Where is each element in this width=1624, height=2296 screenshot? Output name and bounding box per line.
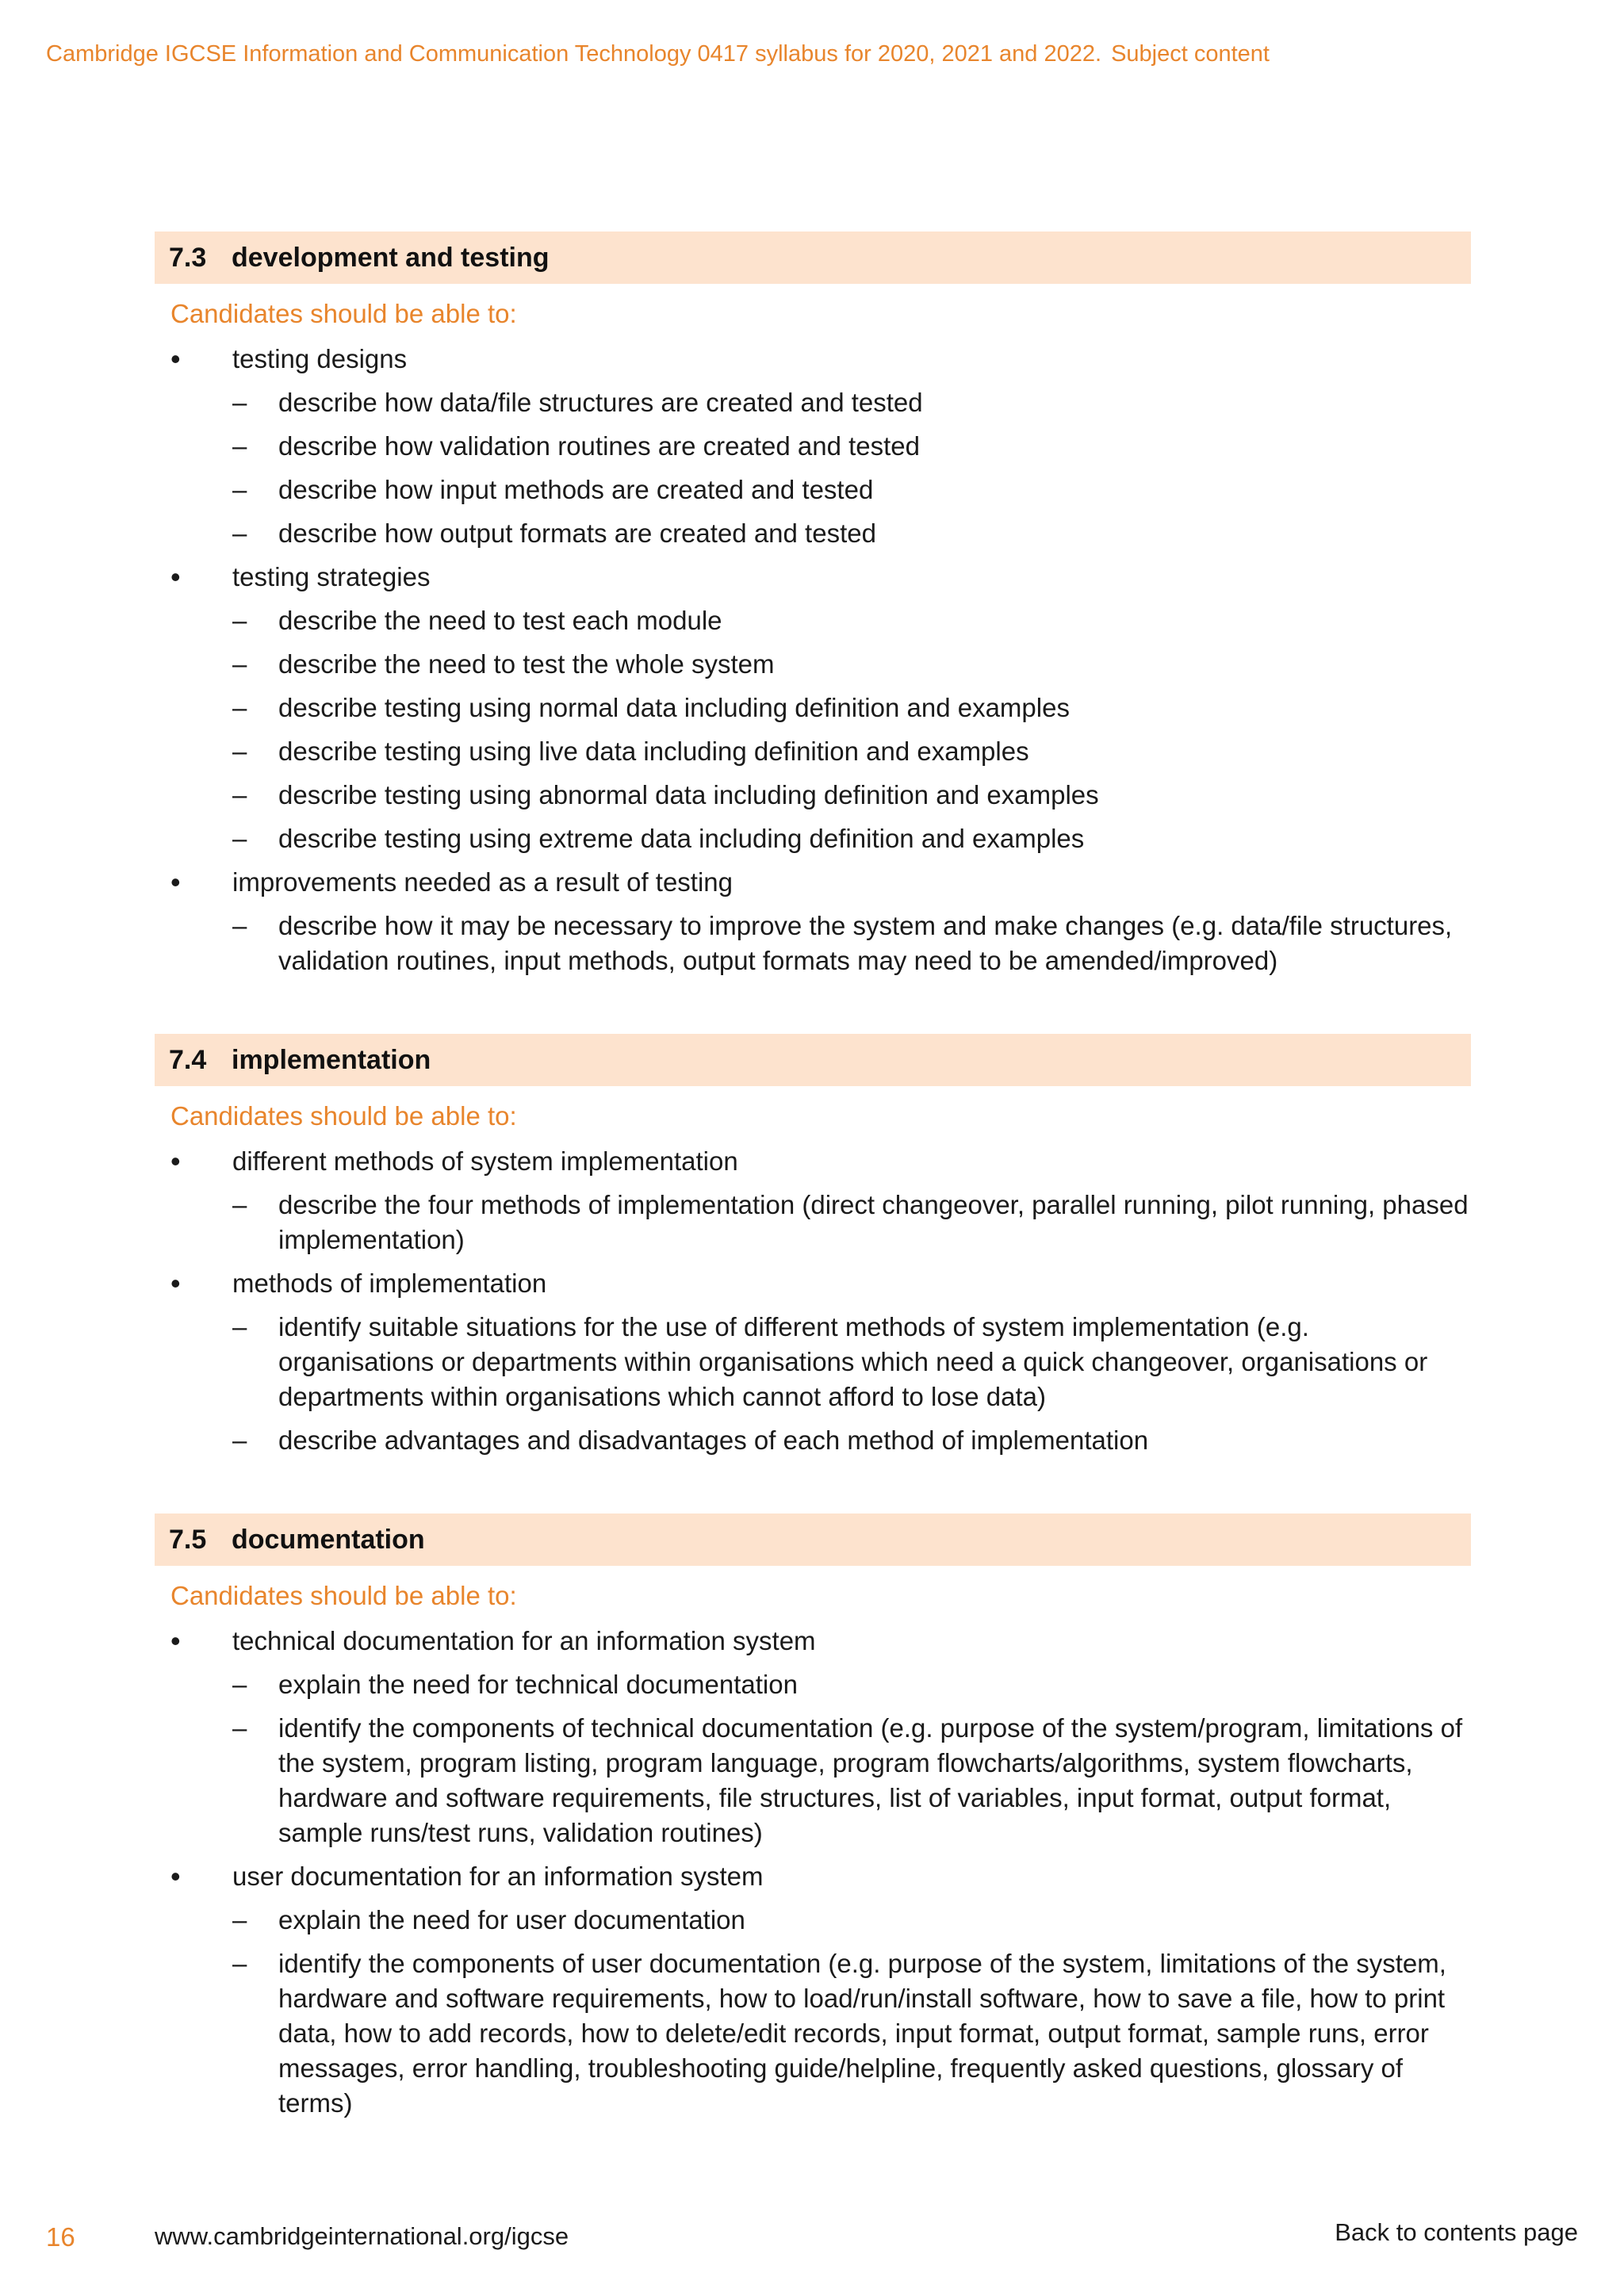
bullet-item <box>155 560 1471 856</box>
sub-text: – describe testing using normal data including definition and examples <box>278 693 1070 722</box>
sub-item <box>232 385 1471 420</box>
bullet-item <box>155 342 1471 551</box>
sub-text: – describe the need to test the whole system <box>278 649 775 679</box>
sub-text: – identify the components of technical documentation (e.g. purpose of the system/program, limitations of the system, program listing, program language, program flowcharts/algorithms, system flowcharts, hardware and software requirements, file structures, list of variables, input format, output format, sample runs/test runs, validation routines) <box>278 1713 1463 1847</box>
sub-item <box>232 1188 1471 1257</box>
sub-item <box>232 778 1471 813</box>
section-7-3 <box>155 232 1471 978</box>
sub-text: – describe testing using extreme data including definition and examples <box>278 824 1085 853</box>
bullet-text: testing strategies <box>232 562 431 591</box>
sub-item <box>232 1711 1471 1850</box>
sub-text: – identify suitable situations for the use of different methods of system implementation (e.g. organisations or departments within organisations which need a quick changeover, organisations or departments within organisations which cannot afford to lose data) <box>278 1312 1428 1411</box>
sub-item <box>232 909 1471 978</box>
sub-list <box>232 1903 1471 2121</box>
sub-list <box>232 909 1471 978</box>
sub-text: – describe testing using abnormal data including definition and examples <box>278 780 1099 809</box>
sub-item <box>232 821 1471 856</box>
bullet-text: methods of implementation <box>232 1269 547 1298</box>
section-7-4 <box>155 1034 1471 1458</box>
header-title: Cambridge IGCSE Information and Communication Technology 0417 syllabus for 2020, 2021 and 2022. <box>46 41 1102 67</box>
sub-text: – explain the need for user documentation <box>278 1905 745 1934</box>
section-intro: Candidates should be able to: <box>170 299 517 328</box>
bullet-item <box>155 1859 1471 2121</box>
section-intro: Candidates should be able to: <box>170 1101 517 1131</box>
section-7-5 <box>155 1513 1471 2121</box>
sub-list <box>232 1310 1471 1458</box>
sub-item <box>232 1946 1471 2121</box>
bullet-item <box>155 865 1471 978</box>
sub-list <box>232 1667 1471 1850</box>
section-intro: Candidates should be able to: <box>170 1581 517 1610</box>
footer-url-link[interactable]: www.cambridgeinternational.org/igcse <box>155 2222 569 2250</box>
sub-item <box>232 473 1471 507</box>
sub-text: – identify the components of user documentation (e.g. purpose of the system, limitations of the system, hardware and software requirements, how to load/run/install software, how to save a file, how to print data, how to add records, how to delete/edit records, input format, output format, sample runs, error messages, error handling, troubleshooting guide/helpline, frequently asked questions, glossary of terms) <box>278 1949 1446 2118</box>
bullet-item <box>155 1144 1471 1257</box>
sub-text: – describe the need to test each module <box>278 606 722 635</box>
header-section: Subject content <box>1111 41 1270 67</box>
bullet-text: technical documentation for an information system <box>232 1626 816 1655</box>
section-number: 7.3 <box>169 242 207 273</box>
bullet-list <box>155 1624 1471 2121</box>
sub-item <box>232 691 1471 725</box>
sub-item <box>232 1903 1471 1938</box>
sub-item <box>232 647 1471 682</box>
sub-list <box>232 1188 1471 1257</box>
sub-item <box>232 734 1471 769</box>
section-title: implementation <box>232 1044 431 1075</box>
page-number: 16 <box>46 2222 75 2252</box>
section-title: documentation <box>232 1524 425 1555</box>
section-number: 7.5 <box>169 1524 207 1555</box>
sub-item <box>232 1423 1471 1458</box>
sub-text: – describe the four methods of implementation (direct changeover, parallel running, pilot running, phased implementation) <box>278 1190 1469 1254</box>
sub-item <box>232 1667 1471 1702</box>
section-title: development and testing <box>232 242 550 273</box>
sub-text: – describe how data/file structures are created and tested <box>278 388 923 417</box>
back-to-contents-link[interactable]: Back to contents page <box>1335 2218 1578 2246</box>
bullet-text: user documentation for an information system <box>232 1862 764 1891</box>
running-header <box>46 41 1270 67</box>
sub-item <box>232 603 1471 638</box>
bullet-item <box>155 1266 1471 1458</box>
sub-text: – explain the need for technical documentation <box>278 1670 798 1699</box>
bullet-list <box>155 342 1471 978</box>
sub-text: – describe testing using live data including definition and examples <box>278 737 1029 766</box>
sub-item <box>232 1310 1471 1414</box>
sub-text: – describe how validation routines are created and tested <box>278 431 920 461</box>
section-heading <box>155 1513 1471 1566</box>
sub-list <box>232 603 1471 856</box>
section-heading <box>155 232 1471 284</box>
section-number: 7.4 <box>169 1044 207 1075</box>
section-heading <box>155 1034 1471 1086</box>
bullet-text: improvements needed as a result of testing <box>232 867 733 897</box>
sub-text: – describe how it may be necessary to improve the system and make changes (e.g. data/file structures, validation routines, input methods, output formats may need to be amended/improved) <box>278 911 1453 975</box>
bullet-text: testing designs <box>232 344 408 373</box>
sub-text: – describe how input methods are created and tested <box>278 475 874 504</box>
bullet-list <box>155 1144 1471 1458</box>
sub-list <box>232 385 1471 551</box>
sub-item <box>232 429 1471 464</box>
bullet-item <box>155 1624 1471 1850</box>
sub-text: – describe advantages and disadvantages of each method of implementation <box>278 1425 1149 1455</box>
sub-text: – describe how output formats are created and tested <box>278 519 876 548</box>
sub-item <box>232 516 1471 551</box>
page-content <box>155 232 1471 2176</box>
bullet-text: different methods of system implementation <box>232 1146 738 1176</box>
